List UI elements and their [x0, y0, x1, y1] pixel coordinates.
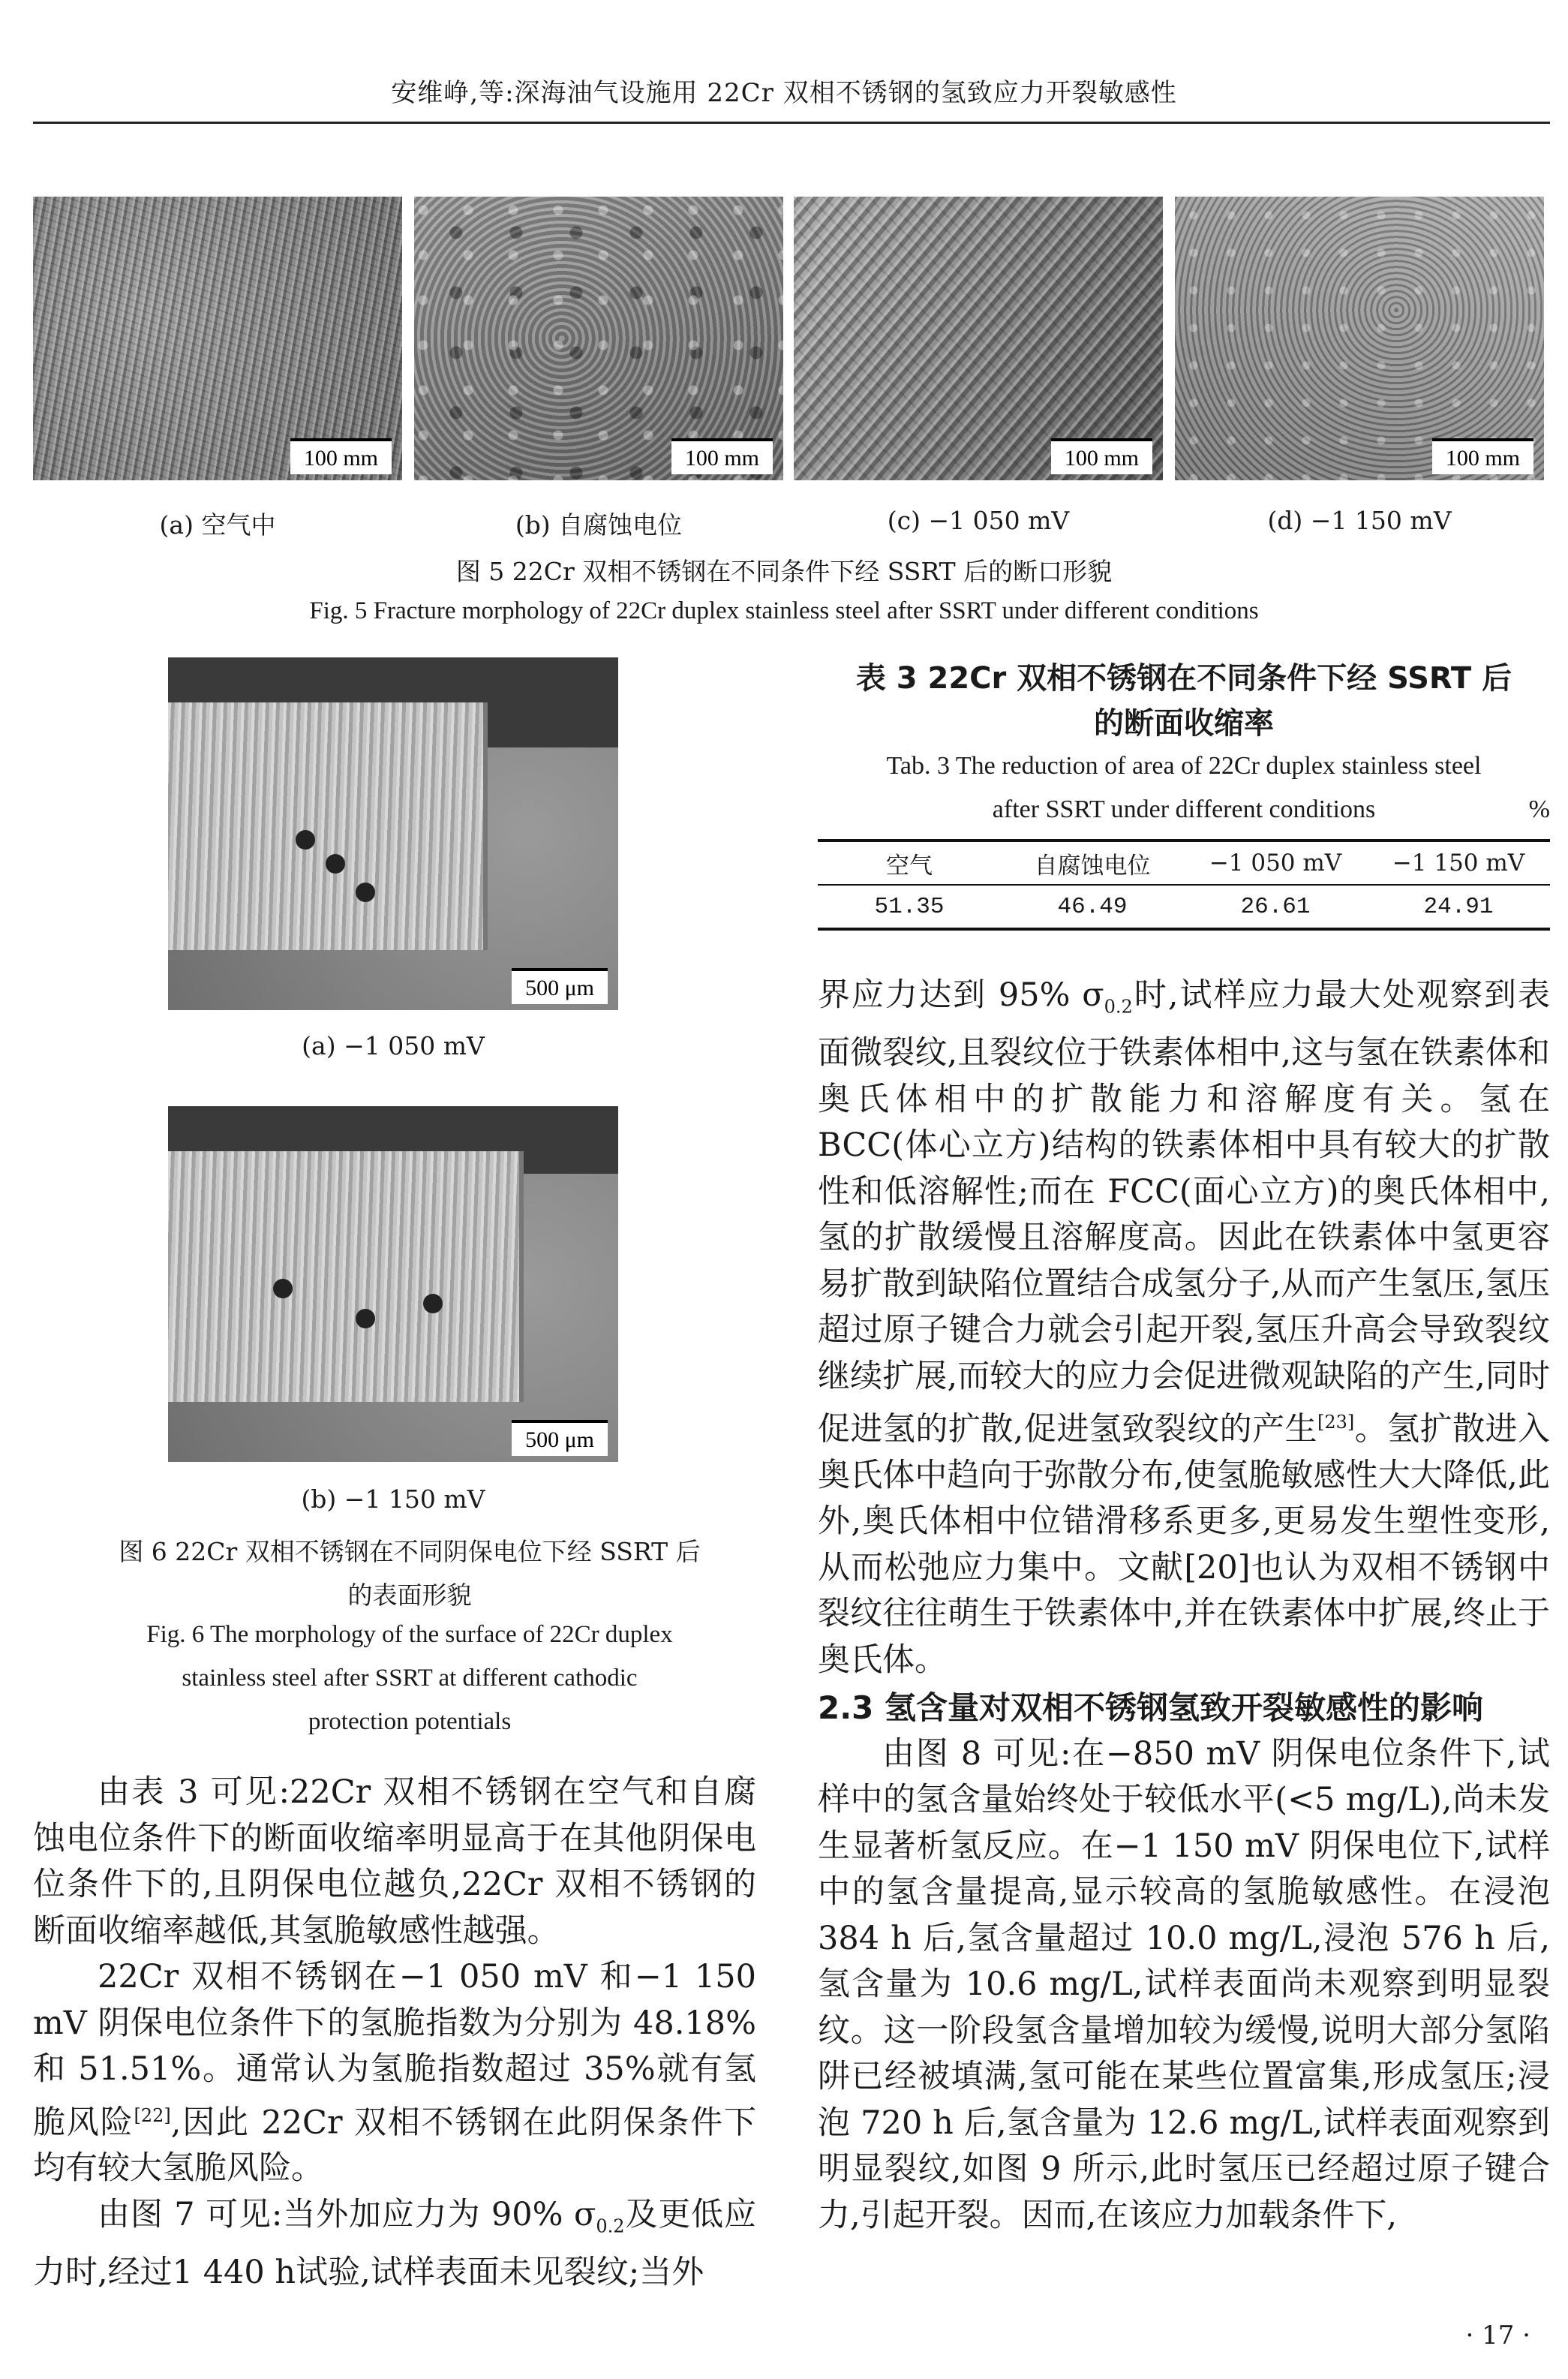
fig6-caption-en-3: protection potentials — [308, 1708, 512, 1735]
paragraph — [818, 973, 1550, 1683]
text-run: 由图 7 可见:当外加应力为 90% σ — [98, 2195, 596, 2233]
running-title: 安维峥,等:深海油气设施用 22Cr 双相不锈钢的氢致应力开裂敏感性 — [391, 78, 1177, 108]
paragraph: 由图 8 可见:在−850 mV 阴保电位条件下,试样中的氢含量始终处于较低水平(<5 mg/L),尚未发生显著析氢反应。在−1 150 mV 阴保电位下,试样中的氢含量提高,显示较高的氢脆敏感性。在浸泡 384 h 后,氢含量超过 10.0 mg/L,浸泡 576 h 后,氢含量为 10.6 mg/L,试样表面尚未观察到明显裂纹。这一阶段氢含量增加较为缓慢,说明大部分氢陷阱已经被填满,氢可能在某些位置富集,形成氢压;浸泡 720 h 后,氢含量为 12.6 mg/L,试样表面观察到明显裂纹,如图 9 所示,此时氢压已经超过原子键合力,引起开裂。因而,在该应力加载条件下, — [818, 1734, 1550, 2234]
table-cell: 46.49 — [1057, 893, 1128, 920]
fig6-image-b — [168, 1106, 618, 1462]
text-run: 及更低应力时,经过1 440 h试验,试样表面未见裂纹;当外 — [33, 2195, 756, 2291]
fig6-caption-cn-1: 图 6 22Cr 双相不锈钢在不同阴保电位下经 SSRT 后 — [119, 1537, 701, 1566]
subscript: 0.2 — [596, 2215, 625, 2237]
text-run: 22Cr 双相不锈钢在−1 050 mV 和−1 150 mV 阴保电位条件下的氢脆指数为分别为 48.18%和 51.51%。通常认为氢脆指数超过 35%就有氢脆风险 — [33, 1958, 756, 2141]
table-header-cell: −1 050 mV — [1209, 850, 1342, 877]
table-cell: 26.61 — [1240, 893, 1311, 920]
right-column-text — [818, 973, 1550, 2239]
table-row — [818, 885, 1550, 928]
fig6-caption-cn-2: 的表面形貌 — [347, 1580, 472, 1610]
page-number: · 17 · — [1465, 2320, 1530, 2350]
paragraph — [33, 2192, 756, 2296]
fig5-label-b: (b) 自腐蚀电位 — [515, 510, 683, 540]
left-column-text — [33, 1770, 756, 2296]
fig5-scale-bar-d: 100 mm — [1432, 438, 1533, 474]
header-rule — [33, 122, 1550, 124]
table3 — [818, 839, 1550, 931]
fig5-image-d — [1175, 197, 1544, 480]
text-run: ,因此 22Cr 双相不锈钢在此阴保条件下均有较大氢脆风险。 — [33, 2103, 757, 2188]
table3-title-cn-2: 的断面收缩率 — [1094, 706, 1274, 741]
fig6-caption-en-2: stainless steel after SSRT at different cathodic — [182, 1665, 638, 1692]
table-cell: 24.91 — [1423, 893, 1494, 920]
fig5-image-c — [794, 197, 1163, 480]
fig5-label-a: (a) 空气中 — [159, 510, 276, 540]
section-heading: 2.3 氢含量对双相不锈钢氢致开裂敏感性的影响 — [818, 1689, 1484, 1727]
fig5-scale-bar-a: 100 mm — [290, 438, 392, 474]
fig5-caption-en: Fig. 5 Fracture morphology of 22Cr duplex stainless steel after SSRT under different conditions — [309, 597, 1259, 624]
fig6-label-a: (a) −1 050 mV — [302, 1031, 485, 1060]
paragraph: 由表 3 可见:22Cr 双相不锈钢在空气和自腐蚀电位条件下的断面收缩率明显高于在其他阴保电位条件下的,且阴保电位越负,22Cr 双相不锈钢的断面收缩率越低,其氢脆敏感性越强。 — [33, 1773, 756, 1950]
fig5-scale-bar-b: 100 mm — [671, 438, 773, 474]
fig5-label-d: (d) −1 150 mV — [1267, 506, 1452, 535]
table-header-row — [818, 842, 1550, 885]
fig6-caption-en-1: Fig. 6 The morphology of the surface of 22Cr duplex — [146, 1621, 673, 1648]
fig5-caption-cn: 图 5 22Cr 双相不锈钢在不同条件下经 SSRT 后的断口形貌 — [455, 557, 1113, 586]
fig6-image-a — [168, 657, 618, 1010]
fig6-scale-bar-b: 500 μm — [512, 1420, 608, 1456]
text-run: 界应力达到 95% σ — [818, 976, 1104, 1014]
citation-ref: [22] — [134, 2104, 171, 2126]
fig6-label-b: (b) −1 150 mV — [301, 1484, 485, 1514]
citation-ref: [23] — [1317, 1412, 1355, 1433]
fig5-image-a — [33, 197, 402, 480]
fig6-scale-bar-a: 500 μm — [512, 968, 608, 1004]
fig5-image-b — [414, 197, 783, 480]
table3-unit: % — [1528, 796, 1550, 823]
table3-title-en-1: Tab. 3 The reduction of area of 22Cr duplex stainless steel — [886, 752, 1482, 780]
fig5-scale-bar-c: 100 mm — [1051, 438, 1152, 474]
table-header-cell: −1 150 mV — [1392, 850, 1525, 877]
table-cell: 51.35 — [874, 893, 945, 920]
table-header-cell: 自腐蚀电位 — [1034, 852, 1151, 880]
text-run: 。氢扩散进入奥氏体中趋向于弥散分布,使氢脆敏感性大大降低,此外,奥氏体相中位错滑移系更多,更易发生塑性变形,从而松弛应力集中。文献[20]也认为双相不锈钢中裂纹往往萌生于铁素体中,并在铁素体中扩展,终止于奥氏体。 — [818, 1410, 1551, 1679]
table3-title-cn-1: 表 3 22Cr 双相不锈钢在不同条件下经 SSRT 后 — [855, 661, 1512, 696]
table-header-cell: 空气 — [886, 852, 933, 880]
fig5-label-c: (c) −1 050 mV — [887, 506, 1070, 535]
table3-title-en-2: after SSRT under different conditions — [992, 796, 1376, 823]
paragraph — [33, 1954, 756, 2192]
subscript: 0.2 — [1104, 996, 1133, 1018]
text-run: 时,试样应力最大处观察到表面微裂纹,且裂纹位于铁素体相中,这与氢在铁素体和奥氏体相中的扩散能力和溶解度有关。氢在 BCC(体心立方)结构的铁素体相中具有较大的扩散性和低溶解性;而在 FCC(面心立方)的奥氏体相中,氢的扩散缓慢且溶解度高。因此在铁素体中氢更容易扩散到缺陷位置结合成氢分子,从而产生氢压,氢压超过原子键合力就会引起开裂,氢压升高会导致裂纹继续扩展,而较大的应力会促进微观缺陷的产生,同时促进氢的扩散,促进氢致裂纹的产生 — [818, 976, 1550, 1448]
